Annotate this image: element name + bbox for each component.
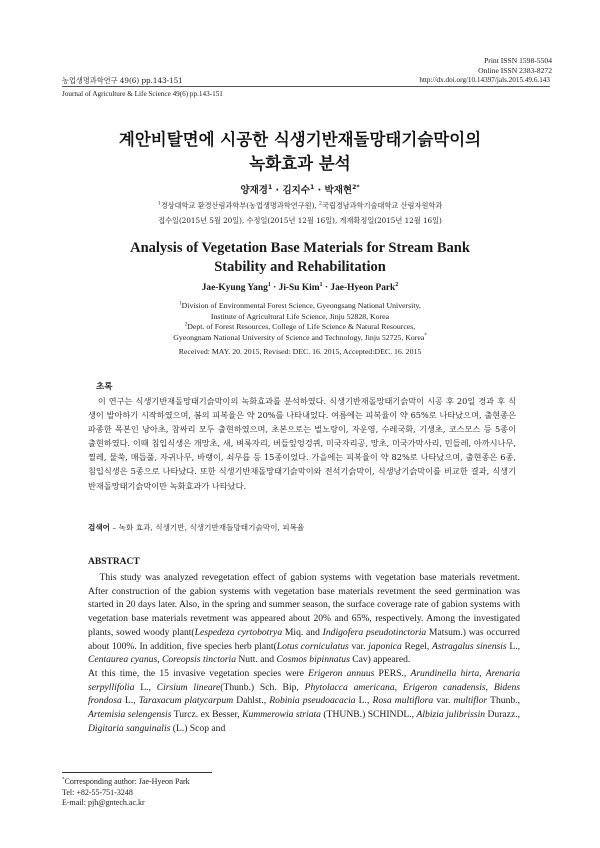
title-english — [40, 239, 560, 277]
species-name: Robinia pseudoacacia — [269, 695, 356, 707]
title-korean-line1: 계안비탈면에 시공한 식생기반재돌망태기슭막이의 — [118, 130, 482, 149]
affil-en-line3: Dept. of Forest Resources, College of Life Science & Natural Resources, — [187, 322, 416, 331]
keywords-korean — [88, 522, 518, 533]
author-en-1: Jae-Kyung Yang — [201, 283, 268, 293]
keywords-label: 검색어 — [88, 523, 111, 532]
affil-ko-2: 국립경남과학기술대학교 산림자원학과 — [321, 201, 443, 210]
text-run: , — [394, 681, 403, 693]
author-en-3: Jae-Hyeon Park — [330, 283, 396, 293]
species-name: Cirsium lineare — [156, 681, 221, 693]
species-name: Erigeron canadensis — [402, 681, 486, 693]
footnote-star: * — [62, 776, 65, 783]
text-run: L., — [355, 695, 373, 707]
species-name: Erigeron annuus — [308, 667, 375, 679]
affil-en-star: * — [424, 331, 427, 338]
species-name: Lespedeza cyrtobotrya — [194, 626, 283, 638]
species-name: Astragalus sinensis — [432, 640, 507, 652]
telephone: Tel: +82-55-751-3248 — [62, 787, 133, 797]
species-name: Artemisia selengensis — [88, 709, 172, 721]
text-run: PERS., — [374, 667, 411, 679]
text-run: L., — [121, 695, 139, 707]
keywords-text: 녹화 효과, 식생기반, 식생기반재돌망태기슭막이, 피복율 — [118, 523, 305, 532]
species-name: Arenaria serpyllifolia — [88, 667, 521, 693]
author-sep: · — [317, 185, 322, 196]
author-ko-1-sup: 1 — [267, 183, 273, 191]
received-dates: Received: MAY. 20. 2015, Revised: DEC. 16. 2015, Accepted:DEC. 16. 2015 — [178, 347, 422, 356]
author-sep: · — [324, 283, 329, 293]
issn-block — [478, 56, 552, 76]
text-run: L., — [134, 681, 157, 693]
author-ko-3-sup: 2* — [352, 183, 360, 191]
species-name: Phytolacca americana — [304, 681, 395, 693]
species-name: japonica — [368, 640, 402, 652]
footnote-rule — [62, 772, 212, 773]
species-name: Indigofera pseudotinctoria — [322, 626, 427, 638]
text-run: L., — [506, 640, 520, 652]
text-run: var. — [348, 640, 369, 652]
species-name: Albizia julibrissin — [416, 709, 486, 721]
doi-link[interactable]: http://dx.doi.org/10.14397/jals.2015.49.6.143 — [419, 76, 550, 84]
text-run: , — [479, 667, 486, 679]
affil-en-sup2: 2 — [184, 321, 188, 328]
affil-en-line4: Gyeongnam National University of Science and Technology, Jinju 52725, Korea — [173, 332, 425, 342]
author-sep: · — [275, 185, 280, 196]
text-run: Regel, — [401, 640, 432, 652]
journal-korean: 농업생명과학연구 49(6) pp.143-151 — [62, 76, 183, 85]
text-run: , — [157, 654, 162, 666]
text-run: Durazz., — [485, 709, 520, 721]
text-run: Matsum.) was occurred about 100%. In addition, five species herb plant( — [88, 626, 520, 652]
species-name: Digitaria sanguinalis — [88, 722, 171, 734]
text-run: (THUNB.) SCHINDL., — [320, 709, 417, 721]
text-run: (Thunb.) Sch. Bip, — [220, 681, 305, 693]
affiliation-english — [40, 301, 560, 358]
keywords-dash: – — [112, 523, 117, 532]
title-english-line1: Analysis of Vegetation Base Materials for Stream Bank — [130, 240, 470, 256]
text-run: At this time, the 15 invasive vegetation species were — [88, 667, 309, 679]
abstract-english-para2 — [88, 667, 520, 736]
species-name: multiflor — [453, 695, 488, 707]
abstract-english-body — [88, 571, 520, 735]
email-address[interactable]: E-mail: pjh@gntech.ac.kr — [62, 798, 145, 807]
affil-ko-sup2: 2 — [318, 201, 322, 207]
author-en-3-sup: 2 — [395, 281, 399, 288]
text-run: var. — [433, 695, 454, 707]
abstract-english-para1 — [88, 571, 520, 667]
text-run: Cav) appeared. — [349, 654, 411, 666]
species-name: Cosmos bipinnatus — [276, 654, 350, 666]
text-run: Turcz. ex Besser, — [171, 709, 243, 721]
species-name: Arundinella hirta — [410, 667, 480, 679]
issn-print: Print ISSN 1598-5504 — [484, 56, 552, 65]
dates-korean: 접수일(2015년 5월 20일), 수정일(2015년 12월 16일), 게재확정일(2015년 12월 16일) — [158, 216, 442, 225]
species-name: Centaurea cyanus — [88, 654, 158, 666]
text-run: Thunb., — [487, 695, 520, 707]
affil-ko-sup1: 1 — [157, 201, 161, 207]
author-ko-2: 김지수 — [282, 185, 310, 196]
affil-en-line1: Division of Environmental Forest Science, Gyeongsang National University, — [181, 301, 421, 310]
abstract-english-heading: ABSTRACT — [88, 557, 140, 567]
authors-english — [40, 283, 560, 293]
footnote — [62, 777, 532, 809]
title-korean-line2: 녹화효과 분석 — [249, 154, 351, 173]
author-en-1-sup: 1 — [267, 281, 271, 288]
species-name: Rosa multiflora — [372, 695, 434, 707]
text-run: Nutt. and — [235, 654, 277, 666]
affil-ko-1: 경상대학교 환경산림과학부(농업생명과학연구원), — [160, 201, 317, 210]
abstract-korean-text: 이 연구는 식생기반재돌망태기슭막이의 녹화효과를 분석하였다. 식생기반재돌망태기슭막이 시공 후 20일 경과 후 식생이 발아하기 시작하였으며, 봄의 피복율은 약 20%를 나타내었다. 여름에는 피복율이 약 65%로 나타났으며, 출현종은 파종한 목본인 낭아초, 참싸리 모두 출현하였으며, 초본으로는 벌노랑이, 자운영, 수레국화, 기생초, 코스모스 등 5종이 출현하였다. 이때 침입식생은 개망초, 새, 벼룩자리, 버들잎엉겅퀴, 미국자리공, 망초, 미국가막사리, 민들레, 아까시나무, 찔레, 물쑥, 매듭풀, 자귀나무, 바랭이, 쇠무릅 등 15종이었다. 가을에는 피복율이 약 82%로 나타났으며, 출현종은 6종, 침입식생은 5종으로 나타났다. 또한 식생기반재돌망태기슭막이와 전석기슭막이, 식생낭기슭막이를 비교한 결과, 식생기반재돌망태기슭막이만 녹화효과가 나타났다. — [88, 396, 516, 491]
affiliation-korean — [40, 201, 560, 226]
text-run: (L.) Scop and — [170, 722, 226, 734]
author-ko-1: 양재경 — [240, 185, 268, 196]
species-name: Coreopsis tinctoria — [161, 654, 236, 666]
species-name: Taraxacum platycarpum — [138, 695, 234, 707]
author-sep: · — [273, 283, 277, 293]
text-run: This study was analyzed revegetation effect of gabion systems with vegetation base materials revetment. After construction of the gabion systems with vegetation base materials revetment the seed germination was started in 20 days later. Also, in the spring and summer season, the surface coverage rate of gabion systems with vegetation base materials revetment was appeared about 20% and 65%, respectively. Among the investigated plants, sowed woody plant( — [88, 572, 520, 638]
title-english-line2: Stability and Rehabilitation — [214, 259, 386, 275]
author-en-2-sup: 1 — [319, 281, 323, 288]
species-name: Lotus corniculatus — [276, 640, 349, 652]
author-en-2: Ji-Su Kim — [278, 283, 320, 293]
journal-english: Journal of Agriculture & Life Science 49(6) pp.143-151 — [62, 90, 223, 98]
title-korean — [40, 128, 560, 176]
text-run: Dahlst., — [233, 695, 270, 707]
text-run: , — [485, 681, 494, 693]
author-ko-3: 박재현 — [324, 185, 353, 196]
affil-en-line2: Institute of Agricultural Life Science, Jinju 52828, Korea — [210, 311, 390, 321]
abstract-korean-heading: 초록 — [96, 382, 113, 392]
species-name: Kummerowia striata — [242, 709, 321, 721]
issn-online: Online ISSN 2383-8272 — [478, 66, 552, 75]
species-name: Bidens frondosa — [88, 681, 520, 707]
abstract-korean-body — [88, 394, 516, 493]
affil-en-sup1: 1 — [179, 300, 182, 307]
authors-korean — [40, 182, 560, 196]
text-run: Miq. and — [282, 626, 323, 638]
author-ko-2-sup: 1 — [310, 183, 315, 191]
header-rule — [62, 86, 550, 87]
corresponding-author: Corresponding author: Jae-Hyeon Park — [64, 777, 190, 786]
